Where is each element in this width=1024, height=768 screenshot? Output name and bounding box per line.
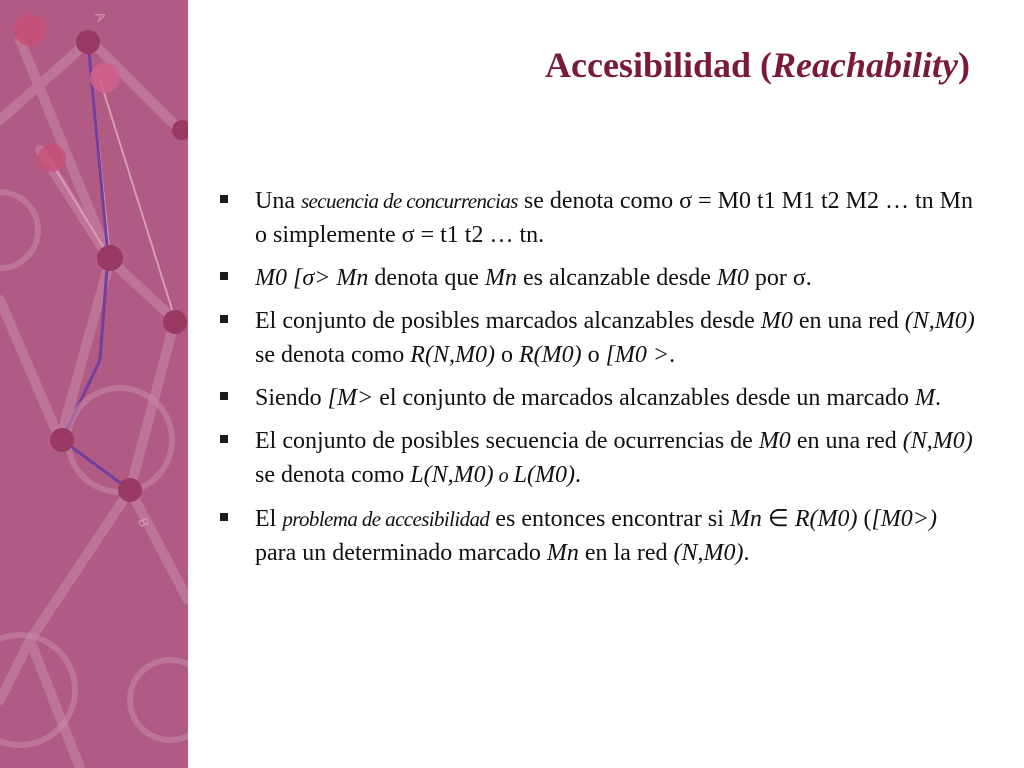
bullet-square-icon [220,435,228,443]
bullet-text: M0 [758,428,791,454]
decorative-sidebar [0,0,188,768]
bullet-text: Siendo [255,385,328,411]
bullet-text: . [669,342,676,368]
letter-b-text: B [135,515,153,530]
bullet-text: (N,M0) [673,540,744,566]
bullet-text: ( [857,506,872,532]
bullet-list [218,184,978,579]
bullet-text: . [934,385,941,411]
bullet-text: M [914,385,935,411]
bullet-text: M0 [716,265,749,291]
bullet-item [218,424,978,493]
bullet-text: (N,M0) [904,308,975,334]
title-italic-text: Reachability [772,45,958,85]
letter-a-text: A [92,9,110,24]
bullet-square-icon [220,392,228,400]
bullet-text: secuencia de concurrencias [300,189,518,213]
bullet-item [218,381,978,415]
bullet-text: Mn [484,265,517,291]
bullet-text: o [581,342,606,368]
bullet-text: problema de accesibilidad [282,507,490,531]
bullet-text: Mn [546,540,579,566]
bullet-item [218,502,978,570]
page-title [300,44,970,86]
title-text: Accesibilidad ( [545,45,773,85]
bullet-square-icon [220,272,228,280]
bullet-text: Mn [729,506,762,532]
bullet-square-icon [220,315,228,323]
bullet-text: para un determinado marcado [255,540,547,566]
bullet-item [218,184,978,252]
bullet-text: (N,M0) [902,428,973,454]
bullet-text: en la red [578,540,674,566]
bullet-text: se denota como [255,342,411,368]
bullet-text: por σ. [748,265,812,291]
bullet-text: . [743,540,750,566]
bullet-text: se denota como σ = M0 t1 M1 t2 M2 … tn Mn o simplemente σ = t1 t2 … tn. [255,188,973,248]
bullet-item [218,304,978,372]
bullet-text: [M0>) [871,506,937,532]
bullet-text: Una [255,188,301,214]
bullet-text: denota que [368,265,485,291]
bullet-text: es alcanzable desde [516,265,717,291]
bullet-item [218,261,978,295]
bullet-text: L(N,M0) [410,462,494,488]
bullet-text: en una red [792,308,905,334]
bullet-text: El conjunto de posibles secuencia de ocurrencias de [255,428,759,454]
bullet-text: El [255,506,283,532]
bullet-text: [M> [327,385,374,411]
bullet-text: M0 [760,308,793,334]
bullet-text: R(M0) [518,342,582,368]
bullet-text: se denota como [255,462,411,488]
bullet-text: R(N,M0) [410,342,495,368]
bullet-text: en una red [790,428,903,454]
bullet-text: L(M0) [513,462,575,488]
bullet-text: o [493,465,514,487]
bullet-text: [M0 > [605,342,670,368]
bullet-text: R(M0) [794,506,858,532]
bullet-text: o [494,342,519,368]
bullet-text: el conjunto de marcados alcanzables desde un marcado [373,385,915,411]
bullet-square-icon [220,195,228,203]
petri-net-decoration [0,0,188,768]
bullet-text: es entonces encontrar si [489,506,730,532]
bullet-square-icon [220,513,228,521]
bullet-text: M0 [σ> Mn [255,265,369,291]
title-close-text: ) [958,45,970,85]
bullet-text: ∈ [761,506,795,532]
bullet-text: El conjunto de posibles marcados alcanzables desde [255,308,761,334]
bullet-text: . [574,462,581,488]
